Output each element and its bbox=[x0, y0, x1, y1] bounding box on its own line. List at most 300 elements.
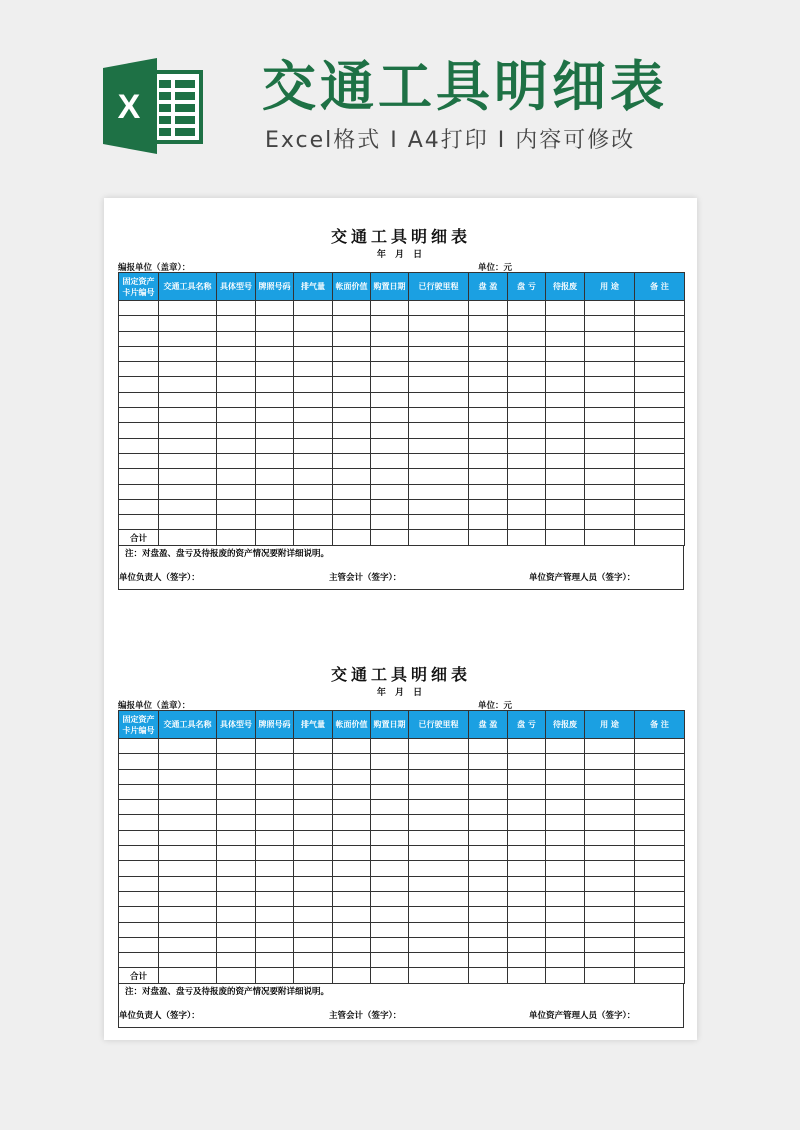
table-cell[interactable] bbox=[294, 907, 333, 922]
table-cell[interactable] bbox=[333, 301, 371, 316]
table-cell[interactable] bbox=[119, 830, 159, 845]
table-cell[interactable] bbox=[256, 754, 294, 769]
table-cell[interactable] bbox=[119, 331, 159, 346]
table-cell[interactable] bbox=[635, 469, 685, 484]
table-cell[interactable] bbox=[333, 937, 371, 952]
table-cell[interactable] bbox=[546, 846, 585, 861]
table-cell[interactable] bbox=[159, 408, 217, 423]
table-cell[interactable] bbox=[294, 377, 333, 392]
table-cell[interactable] bbox=[294, 891, 333, 906]
table-cell[interactable] bbox=[294, 392, 333, 407]
table-cell[interactable] bbox=[635, 891, 685, 906]
table-cell[interactable] bbox=[217, 392, 256, 407]
table-cell[interactable] bbox=[409, 346, 469, 361]
table-cell[interactable] bbox=[409, 301, 469, 316]
table-cell[interactable] bbox=[119, 739, 159, 754]
table-cell[interactable] bbox=[585, 408, 635, 423]
table-cell[interactable] bbox=[371, 953, 409, 968]
table-cell[interactable] bbox=[409, 739, 469, 754]
table-cell[interactable] bbox=[546, 876, 585, 891]
table-cell[interactable] bbox=[635, 830, 685, 845]
table-cell[interactable] bbox=[119, 846, 159, 861]
table-cell[interactable] bbox=[585, 469, 635, 484]
table-cell[interactable] bbox=[371, 891, 409, 906]
table-cell[interactable] bbox=[119, 438, 159, 453]
table-cell[interactable] bbox=[469, 800, 508, 815]
table-cell[interactable] bbox=[159, 830, 217, 845]
table-cell[interactable] bbox=[159, 846, 217, 861]
table-cell[interactable] bbox=[546, 937, 585, 952]
table-cell[interactable] bbox=[119, 876, 159, 891]
table-cell[interactable] bbox=[546, 891, 585, 906]
table-cell[interactable] bbox=[635, 377, 685, 392]
table-cell[interactable] bbox=[294, 408, 333, 423]
table-cell[interactable] bbox=[119, 453, 159, 468]
table-cell[interactable] bbox=[585, 484, 635, 499]
table-cell[interactable] bbox=[256, 891, 294, 906]
table-cell[interactable] bbox=[469, 907, 508, 922]
table-cell[interactable] bbox=[333, 499, 371, 514]
table-cell[interactable] bbox=[217, 515, 256, 530]
table-cell[interactable] bbox=[409, 800, 469, 815]
table-cell[interactable] bbox=[635, 484, 685, 499]
table-cell[interactable] bbox=[333, 922, 371, 937]
table-cell[interactable] bbox=[294, 861, 333, 876]
table-cell[interactable] bbox=[469, 891, 508, 906]
table-cell[interactable] bbox=[546, 907, 585, 922]
table-cell[interactable] bbox=[585, 769, 635, 784]
table-cell[interactable] bbox=[546, 784, 585, 799]
table-cell[interactable] bbox=[159, 301, 217, 316]
table-cell[interactable] bbox=[635, 438, 685, 453]
table-cell[interactable] bbox=[469, 739, 508, 754]
table-cell[interactable] bbox=[409, 784, 469, 799]
table-cell[interactable] bbox=[635, 876, 685, 891]
total-cell[interactable] bbox=[508, 968, 546, 983]
total-cell[interactable] bbox=[546, 968, 585, 983]
table-cell[interactable] bbox=[469, 301, 508, 316]
table-cell[interactable] bbox=[217, 830, 256, 845]
table-cell[interactable] bbox=[409, 499, 469, 514]
total-cell[interactable] bbox=[409, 530, 469, 545]
table-cell[interactable] bbox=[159, 937, 217, 952]
total-cell[interactable] bbox=[469, 530, 508, 545]
table-cell[interactable] bbox=[256, 953, 294, 968]
table-cell[interactable] bbox=[546, 830, 585, 845]
table-cell[interactable] bbox=[409, 876, 469, 891]
table-cell[interactable] bbox=[159, 346, 217, 361]
table-cell[interactable] bbox=[159, 922, 217, 937]
table-cell[interactable] bbox=[119, 316, 159, 331]
table-cell[interactable] bbox=[333, 739, 371, 754]
table-cell[interactable] bbox=[256, 469, 294, 484]
table-cell[interactable] bbox=[217, 937, 256, 952]
table-cell[interactable] bbox=[217, 331, 256, 346]
table-cell[interactable] bbox=[159, 423, 217, 438]
table-cell[interactable] bbox=[256, 769, 294, 784]
table-cell[interactable] bbox=[119, 499, 159, 514]
table-cell[interactable] bbox=[371, 937, 409, 952]
table-cell[interactable] bbox=[159, 861, 217, 876]
table-cell[interactable] bbox=[159, 815, 217, 830]
table-cell[interactable] bbox=[217, 891, 256, 906]
table-cell[interactable] bbox=[469, 846, 508, 861]
table-cell[interactable] bbox=[469, 392, 508, 407]
table-cell[interactable] bbox=[635, 301, 685, 316]
table-cell[interactable] bbox=[409, 815, 469, 830]
table-cell[interactable] bbox=[508, 331, 546, 346]
table-cell[interactable] bbox=[635, 922, 685, 937]
table-cell[interactable] bbox=[333, 392, 371, 407]
table-cell[interactable] bbox=[371, 346, 409, 361]
total-cell[interactable] bbox=[294, 530, 333, 545]
table-cell[interactable] bbox=[294, 830, 333, 845]
table-cell[interactable] bbox=[546, 815, 585, 830]
table-cell[interactable] bbox=[469, 830, 508, 845]
table-cell[interactable] bbox=[585, 754, 635, 769]
table-cell[interactable] bbox=[256, 484, 294, 499]
table-cell[interactable] bbox=[546, 769, 585, 784]
table-cell[interactable] bbox=[508, 346, 546, 361]
table-cell[interactable] bbox=[409, 861, 469, 876]
table-cell[interactable] bbox=[333, 484, 371, 499]
table-cell[interactable] bbox=[333, 453, 371, 468]
total-cell[interactable] bbox=[159, 530, 217, 545]
table-cell[interactable] bbox=[635, 362, 685, 377]
table-cell[interactable] bbox=[409, 922, 469, 937]
table-cell[interactable] bbox=[508, 800, 546, 815]
table-cell[interactable] bbox=[217, 769, 256, 784]
table-cell[interactable] bbox=[371, 484, 409, 499]
table-cell[interactable] bbox=[635, 953, 685, 968]
table-cell[interactable] bbox=[508, 423, 546, 438]
table-cell[interactable] bbox=[508, 362, 546, 377]
table-cell[interactable] bbox=[409, 316, 469, 331]
table-cell[interactable] bbox=[546, 301, 585, 316]
table-cell[interactable] bbox=[508, 438, 546, 453]
table-cell[interactable] bbox=[371, 377, 409, 392]
table-cell[interactable] bbox=[217, 846, 256, 861]
table-cell[interactable] bbox=[371, 515, 409, 530]
table-cell[interactable] bbox=[469, 515, 508, 530]
table-cell[interactable] bbox=[508, 469, 546, 484]
table-cell[interactable] bbox=[546, 453, 585, 468]
table-cell[interactable] bbox=[256, 876, 294, 891]
table-cell[interactable] bbox=[585, 316, 635, 331]
table-cell[interactable] bbox=[217, 754, 256, 769]
table-cell[interactable] bbox=[508, 739, 546, 754]
table-cell[interactable] bbox=[159, 953, 217, 968]
table-cell[interactable] bbox=[409, 469, 469, 484]
table-cell[interactable] bbox=[371, 922, 409, 937]
total-cell[interactable] bbox=[469, 968, 508, 983]
table-cell[interactable] bbox=[256, 937, 294, 952]
table-cell[interactable] bbox=[294, 438, 333, 453]
table-cell[interactable] bbox=[508, 769, 546, 784]
table-cell[interactable] bbox=[635, 346, 685, 361]
table-cell[interactable] bbox=[371, 453, 409, 468]
table-cell[interactable] bbox=[546, 754, 585, 769]
total-cell[interactable] bbox=[585, 968, 635, 983]
table-cell[interactable] bbox=[585, 438, 635, 453]
table-cell[interactable] bbox=[585, 784, 635, 799]
table-cell[interactable] bbox=[409, 830, 469, 845]
table-cell[interactable] bbox=[508, 392, 546, 407]
table-cell[interactable] bbox=[333, 769, 371, 784]
table-cell[interactable] bbox=[635, 739, 685, 754]
table-cell[interactable] bbox=[333, 408, 371, 423]
table-cell[interactable] bbox=[333, 907, 371, 922]
table-cell[interactable] bbox=[159, 784, 217, 799]
table-cell[interactable] bbox=[469, 876, 508, 891]
table-cell[interactable] bbox=[159, 754, 217, 769]
table-cell[interactable] bbox=[159, 876, 217, 891]
table-cell[interactable] bbox=[294, 362, 333, 377]
table-cell[interactable] bbox=[585, 891, 635, 906]
table-cell[interactable] bbox=[159, 515, 217, 530]
table-cell[interactable] bbox=[217, 484, 256, 499]
table-cell[interactable] bbox=[469, 316, 508, 331]
table-cell[interactable] bbox=[469, 408, 508, 423]
table-cell[interactable] bbox=[294, 784, 333, 799]
table-cell[interactable] bbox=[294, 739, 333, 754]
table-cell[interactable] bbox=[119, 392, 159, 407]
table-cell[interactable] bbox=[635, 453, 685, 468]
table-cell[interactable] bbox=[409, 438, 469, 453]
table-cell[interactable] bbox=[294, 453, 333, 468]
table-cell[interactable] bbox=[159, 377, 217, 392]
table-cell[interactable] bbox=[256, 362, 294, 377]
table-cell[interactable] bbox=[217, 408, 256, 423]
table-cell[interactable] bbox=[546, 423, 585, 438]
table-cell[interactable] bbox=[508, 907, 546, 922]
table-cell[interactable] bbox=[409, 484, 469, 499]
table-cell[interactable] bbox=[635, 499, 685, 514]
table-cell[interactable] bbox=[217, 876, 256, 891]
table-cell[interactable] bbox=[469, 346, 508, 361]
table-cell[interactable] bbox=[635, 754, 685, 769]
table-cell[interactable] bbox=[159, 800, 217, 815]
table-cell[interactable] bbox=[217, 346, 256, 361]
table-cell[interactable] bbox=[409, 392, 469, 407]
table-cell[interactable] bbox=[469, 937, 508, 952]
table-cell[interactable] bbox=[119, 515, 159, 530]
table-cell[interactable] bbox=[159, 331, 217, 346]
table-cell[interactable] bbox=[294, 331, 333, 346]
table-cell[interactable] bbox=[294, 754, 333, 769]
table-cell[interactable] bbox=[119, 469, 159, 484]
table-cell[interactable] bbox=[585, 392, 635, 407]
total-cell[interactable] bbox=[256, 968, 294, 983]
total-cell[interactable] bbox=[585, 530, 635, 545]
table-cell[interactable] bbox=[635, 907, 685, 922]
table-cell[interactable] bbox=[256, 453, 294, 468]
table-cell[interactable] bbox=[409, 937, 469, 952]
table-cell[interactable] bbox=[333, 362, 371, 377]
table-cell[interactable] bbox=[294, 484, 333, 499]
table-cell[interactable] bbox=[585, 739, 635, 754]
table-cell[interactable] bbox=[585, 362, 635, 377]
table-cell[interactable] bbox=[333, 377, 371, 392]
table-cell[interactable] bbox=[159, 499, 217, 514]
table-cell[interactable] bbox=[333, 876, 371, 891]
table-cell[interactable] bbox=[256, 815, 294, 830]
table-cell[interactable] bbox=[409, 453, 469, 468]
table-cell[interactable] bbox=[546, 953, 585, 968]
table-cell[interactable] bbox=[119, 815, 159, 830]
table-cell[interactable] bbox=[371, 800, 409, 815]
table-cell[interactable] bbox=[635, 408, 685, 423]
table-cell[interactable] bbox=[217, 861, 256, 876]
table-cell[interactable] bbox=[546, 377, 585, 392]
table-cell[interactable] bbox=[256, 316, 294, 331]
table-cell[interactable] bbox=[256, 861, 294, 876]
table-cell[interactable] bbox=[217, 453, 256, 468]
table-cell[interactable] bbox=[333, 438, 371, 453]
table-cell[interactable] bbox=[409, 846, 469, 861]
table-cell[interactable] bbox=[256, 301, 294, 316]
table-cell[interactable] bbox=[635, 800, 685, 815]
table-cell[interactable] bbox=[217, 316, 256, 331]
table-cell[interactable] bbox=[469, 769, 508, 784]
table-cell[interactable] bbox=[119, 754, 159, 769]
table-cell[interactable] bbox=[635, 769, 685, 784]
table-cell[interactable] bbox=[333, 754, 371, 769]
table-cell[interactable] bbox=[546, 499, 585, 514]
table-cell[interactable] bbox=[585, 876, 635, 891]
table-cell[interactable] bbox=[371, 846, 409, 861]
table-cell[interactable] bbox=[371, 438, 409, 453]
table-cell[interactable] bbox=[256, 438, 294, 453]
table-cell[interactable] bbox=[546, 316, 585, 331]
table-cell[interactable] bbox=[294, 846, 333, 861]
table-cell[interactable] bbox=[159, 362, 217, 377]
table-cell[interactable] bbox=[469, 423, 508, 438]
table-cell[interactable] bbox=[159, 316, 217, 331]
table-cell[interactable] bbox=[546, 408, 585, 423]
table-cell[interactable] bbox=[333, 815, 371, 830]
table-cell[interactable] bbox=[256, 922, 294, 937]
table-cell[interactable] bbox=[256, 515, 294, 530]
table-cell[interactable] bbox=[585, 346, 635, 361]
table-cell[interactable] bbox=[546, 739, 585, 754]
table-cell[interactable] bbox=[333, 861, 371, 876]
table-cell[interactable] bbox=[635, 815, 685, 830]
table-cell[interactable] bbox=[546, 346, 585, 361]
table-cell[interactable] bbox=[294, 922, 333, 937]
table-cell[interactable] bbox=[371, 739, 409, 754]
table-cell[interactable] bbox=[546, 861, 585, 876]
table-cell[interactable] bbox=[508, 815, 546, 830]
table-cell[interactable] bbox=[159, 484, 217, 499]
table-cell[interactable] bbox=[585, 453, 635, 468]
table-cell[interactable] bbox=[508, 922, 546, 937]
table-cell[interactable] bbox=[585, 815, 635, 830]
table-cell[interactable] bbox=[217, 815, 256, 830]
table-cell[interactable] bbox=[508, 484, 546, 499]
table-cell[interactable] bbox=[294, 423, 333, 438]
table-cell[interactable] bbox=[635, 861, 685, 876]
table-cell[interactable] bbox=[508, 846, 546, 861]
table-cell[interactable] bbox=[256, 784, 294, 799]
table-cell[interactable] bbox=[371, 784, 409, 799]
table-cell[interactable] bbox=[119, 484, 159, 499]
table-cell[interactable] bbox=[119, 953, 159, 968]
table-cell[interactable] bbox=[119, 800, 159, 815]
table-cell[interactable] bbox=[119, 937, 159, 952]
table-cell[interactable] bbox=[217, 953, 256, 968]
total-cell[interactable] bbox=[256, 530, 294, 545]
table-cell[interactable] bbox=[217, 469, 256, 484]
table-cell[interactable] bbox=[409, 515, 469, 530]
table-cell[interactable] bbox=[546, 331, 585, 346]
total-cell[interactable] bbox=[546, 530, 585, 545]
table-cell[interactable] bbox=[119, 769, 159, 784]
table-cell[interactable] bbox=[119, 423, 159, 438]
table-cell[interactable] bbox=[635, 784, 685, 799]
table-cell[interactable] bbox=[635, 515, 685, 530]
table-cell[interactable] bbox=[294, 301, 333, 316]
table-cell[interactable] bbox=[371, 469, 409, 484]
table-cell[interactable] bbox=[409, 408, 469, 423]
table-cell[interactable] bbox=[508, 316, 546, 331]
table-cell[interactable] bbox=[409, 754, 469, 769]
total-cell[interactable] bbox=[508, 530, 546, 545]
table-cell[interactable] bbox=[585, 515, 635, 530]
table-cell[interactable] bbox=[469, 922, 508, 937]
table-cell[interactable] bbox=[585, 846, 635, 861]
table-cell[interactable] bbox=[546, 800, 585, 815]
table-cell[interactable] bbox=[333, 846, 371, 861]
table-cell[interactable] bbox=[159, 392, 217, 407]
table-cell[interactable] bbox=[635, 392, 685, 407]
table-cell[interactable] bbox=[333, 469, 371, 484]
table-cell[interactable] bbox=[371, 830, 409, 845]
table-cell[interactable] bbox=[585, 423, 635, 438]
table-cell[interactable] bbox=[585, 937, 635, 952]
table-cell[interactable] bbox=[333, 784, 371, 799]
table-cell[interactable] bbox=[333, 423, 371, 438]
table-cell[interactable] bbox=[546, 515, 585, 530]
table-cell[interactable] bbox=[256, 377, 294, 392]
table-cell[interactable] bbox=[371, 392, 409, 407]
table-cell[interactable] bbox=[371, 861, 409, 876]
table-cell[interactable] bbox=[546, 392, 585, 407]
table-cell[interactable] bbox=[217, 423, 256, 438]
table-cell[interactable] bbox=[508, 891, 546, 906]
table-cell[interactable] bbox=[294, 316, 333, 331]
table-cell[interactable] bbox=[508, 953, 546, 968]
table-cell[interactable] bbox=[409, 331, 469, 346]
table-cell[interactable] bbox=[256, 830, 294, 845]
total-cell[interactable] bbox=[409, 968, 469, 983]
table-cell[interactable] bbox=[294, 800, 333, 815]
table-cell[interactable] bbox=[256, 346, 294, 361]
table-cell[interactable] bbox=[294, 937, 333, 952]
table-cell[interactable] bbox=[333, 830, 371, 845]
table-cell[interactable] bbox=[333, 800, 371, 815]
total-cell[interactable] bbox=[217, 968, 256, 983]
table-cell[interactable] bbox=[119, 377, 159, 392]
table-cell[interactable] bbox=[294, 499, 333, 514]
table-cell[interactable] bbox=[409, 891, 469, 906]
table-cell[interactable] bbox=[159, 907, 217, 922]
table-cell[interactable] bbox=[256, 392, 294, 407]
table-cell[interactable] bbox=[371, 815, 409, 830]
table-cell[interactable] bbox=[635, 331, 685, 346]
table-cell[interactable] bbox=[119, 907, 159, 922]
table-cell[interactable] bbox=[371, 499, 409, 514]
